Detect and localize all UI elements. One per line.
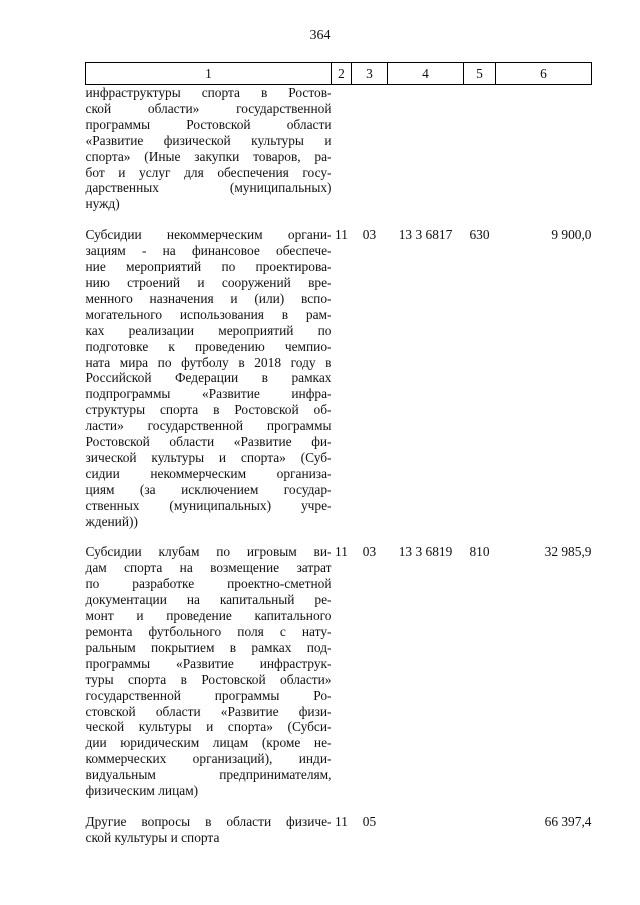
spacer-cell: [464, 212, 496, 227]
target-article-code: 13 3 6817: [398, 227, 453, 243]
subsection-code: 03: [362, 544, 377, 560]
spacer-cell: [464, 799, 496, 814]
spacer-cell: [388, 799, 464, 814]
description-line: ната мира по футболу в 2018 году в: [85, 354, 332, 370]
description-line: бот и услуг для обеспечения госу-: [85, 164, 332, 180]
table-row: [86, 227, 592, 529]
spacer-cell: [332, 212, 352, 227]
description-line: физическим лицам): [85, 783, 199, 799]
spacer-cell: [86, 529, 332, 544]
spacer-cell: [388, 212, 464, 227]
page-number: 364: [309, 28, 331, 43]
row-spacer: [86, 212, 592, 227]
target-article-code: 13 3 6819: [398, 544, 453, 560]
spacer-cell: [464, 529, 496, 544]
amount-value: 32 985,9: [544, 544, 592, 560]
description-line: ственных (муниципальных) учре-: [85, 497, 332, 513]
description-line: ждений)): [85, 513, 138, 529]
expense-type-code: 630: [469, 227, 490, 243]
description-line: монт и проведение капитального: [85, 608, 332, 624]
expense-type-code: [464, 85, 496, 213]
amount-value: 66 397,4: [544, 813, 592, 829]
description-line: спорта» (Иные закупки товаров, ра-: [85, 148, 332, 164]
section-code: 11: [335, 544, 348, 560]
row-spacer: [86, 799, 592, 814]
description-line: сидии некоммерческим организа-: [85, 465, 332, 481]
description-line: Ростовской области «Развитие фи-: [85, 434, 332, 450]
description-line: программы «Развитие инфраструк-: [85, 655, 332, 671]
description-line: могательного использования в рам-: [85, 306, 332, 322]
description-line: Субсидии некоммерческим органи-: [85, 227, 332, 243]
section-code: 11: [335, 227, 348, 243]
table-row: [86, 544, 592, 799]
spacer-cell: [352, 212, 388, 227]
subsection-code: [352, 85, 388, 213]
expense-type-code: [464, 814, 496, 846]
description-line: программы Ростовской области: [85, 116, 332, 132]
spacer-cell: [332, 799, 352, 814]
description-line: ральным покрытием в рамках под-: [85, 639, 332, 655]
target-article-code: [388, 814, 464, 846]
description-line: коммерческих организаций), инди-: [85, 751, 332, 767]
column-header: 2: [332, 63, 352, 85]
description-line: подготовке к проведению чемпио-: [85, 338, 332, 354]
description-line: видуальным предпринимателям,: [85, 767, 332, 783]
target-article-code: [388, 85, 464, 213]
description-line: дам спорта на возмещение затрат: [85, 560, 332, 576]
description-line: ческой культуры и спорта» (Субси-: [85, 719, 332, 735]
column-header: 1: [86, 63, 332, 85]
section-code: 11: [335, 813, 348, 829]
description-line: зической культуры и спорта» (Суб-: [85, 449, 332, 465]
spacer-cell: [496, 529, 592, 544]
description-line: Другие вопросы в области физиче-: [85, 813, 332, 829]
description-line: дарственных (муниципальных): [85, 180, 332, 196]
column-header: 4: [388, 63, 464, 85]
spacer-cell: [86, 799, 332, 814]
description-line: зациям - на финансовое обеспече-: [85, 243, 332, 259]
table-row: [86, 814, 592, 846]
table-row: [86, 85, 592, 213]
amount-value: 9 900,0: [551, 227, 592, 243]
description-line: по разработке проектно-сметной: [85, 576, 332, 592]
description-line: государственной программы Ро-: [85, 687, 332, 703]
spacer-cell: [332, 529, 352, 544]
description-line: циям (за исключением государ-: [85, 481, 332, 497]
description-line: структуры спорта в Ростовской об-: [85, 402, 332, 418]
row-description: [86, 814, 332, 846]
description-line: ласти» государственной программы: [85, 418, 332, 434]
description-line: туры спорта в Ростовской области»: [85, 671, 332, 687]
spacer-cell: [352, 529, 388, 544]
description-line: ской области» государственной: [85, 100, 332, 116]
column-header: 3: [352, 63, 388, 85]
description-line: менного назначения и (или) вспо-: [85, 290, 332, 306]
description-line: Российской Федерации в рамках: [85, 370, 332, 386]
table-header: [86, 63, 592, 85]
description-line: нужд): [85, 196, 120, 212]
spacer-cell: [352, 799, 388, 814]
row-description: [86, 227, 332, 529]
description-line: ние мероприятий по проектирова-: [85, 259, 332, 275]
subsection-code: 05: [362, 813, 377, 829]
subsection-code: 03: [362, 227, 377, 243]
description-line: нию строений и сооружений вре-: [85, 274, 332, 290]
budget-table: [85, 62, 592, 846]
description-line: ках реализации мероприятий по: [85, 322, 332, 338]
row-description: [86, 544, 332, 799]
spacer-cell: [86, 212, 332, 227]
column-header: 5: [464, 63, 496, 85]
description-line: стовской области «Развитие физи-: [85, 703, 332, 719]
spacer-cell: [496, 212, 592, 227]
amount-value: [496, 85, 592, 213]
description-line: Субсидии клубам по игровым ви-: [85, 544, 332, 560]
spacer-cell: [496, 799, 592, 814]
description-line: ской культуры и спорта: [85, 829, 220, 845]
description-line: дии юридическим лицам (кроме не-: [85, 735, 332, 751]
description-line: «Развитие физической культуры и: [85, 132, 332, 148]
expense-type-code: 810: [469, 544, 490, 560]
column-header: 6: [496, 63, 592, 85]
table-body: [86, 85, 592, 846]
description-line: инфраструктуры спорта в Ростов-: [85, 85, 332, 100]
row-spacer: [86, 529, 592, 544]
row-description: [86, 85, 332, 213]
spacer-cell: [388, 529, 464, 544]
description-line: документации на капитальный ре-: [85, 592, 332, 608]
description-line: ремонта футбольного поля с нату-: [85, 624, 332, 639]
description-line: подпрограммы «Развитие инфра-: [85, 386, 332, 402]
section-code: [332, 85, 352, 213]
